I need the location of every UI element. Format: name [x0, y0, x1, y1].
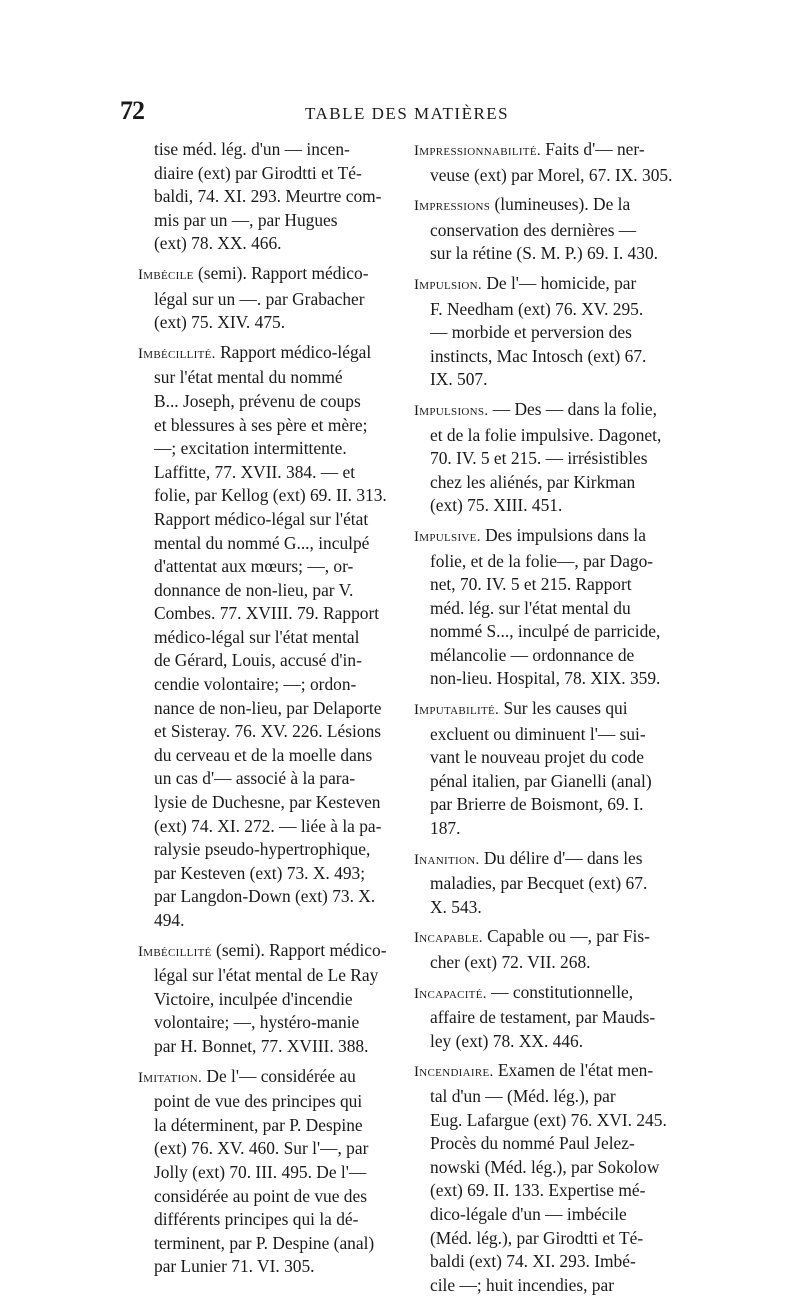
entry-text: (ext) 78. XX. 466.: [154, 233, 282, 254]
entry-line: [414, 981, 676, 1007]
entry-text: vant le nouveau projet du code: [430, 747, 644, 768]
entry-text: légal sur un —. par Grabacher: [154, 288, 365, 309]
entry-line: [414, 550, 676, 574]
entry-text: maladies, par Becquet (ext) 67.: [430, 873, 648, 894]
entry-line: [138, 366, 390, 390]
entry-text: tal d'un — (Méd. lég.), par: [430, 1085, 616, 1106]
entry-text: ralysie pseudo-hypertrophique,: [154, 839, 371, 860]
entry-text: un cas d'— associé à la para-: [154, 768, 356, 789]
entry-line: [138, 341, 390, 367]
entry-line: [414, 951, 676, 975]
entry-headword: Incapacité.: [414, 985, 487, 1002]
entry-text: F. Needham (ext) 76. XV. 295.: [430, 298, 644, 319]
entry-line: [414, 398, 676, 424]
entry-text: cile —; huit incendies, par: [430, 1274, 614, 1295]
entry-line: [138, 311, 390, 335]
entry-text: veuse (ext) par Morel, 67. IX. 305.: [430, 164, 673, 185]
entry-line: [414, 817, 676, 841]
entry-line: [414, 447, 676, 471]
entry-text: diaire (ext) par Girodtti et Té-: [154, 162, 362, 183]
entry-line: [414, 1132, 676, 1156]
entry-text: mélancolie — ordonnance de: [430, 644, 635, 665]
entry-headword: Incapable.: [414, 930, 483, 947]
entry-text: IX. 507.: [430, 369, 488, 390]
index-entry: [414, 138, 676, 187]
index-entry: [414, 524, 676, 691]
entry-text: Rapport médico-légal sur l'état: [154, 508, 369, 529]
entry-line: [138, 885, 390, 909]
entry-line: [138, 720, 390, 744]
entry-line: [414, 1085, 676, 1109]
entry-line: [138, 626, 390, 650]
entry-line: [138, 815, 390, 839]
entry-line: [138, 209, 390, 233]
entry-line: [414, 471, 676, 495]
entry-line: [138, 1255, 390, 1279]
entry-headword: Imputabilité.: [414, 702, 500, 719]
entry-headword: Imitation.: [138, 1069, 203, 1086]
entry-line: [138, 461, 390, 485]
entry-text: Procès du nommé Paul Jelez-: [430, 1133, 635, 1154]
entry-line: [138, 532, 390, 556]
entry-line: [414, 1109, 676, 1133]
entry-line: [414, 1250, 676, 1274]
entry-text: (ext) 69. II. 133. Expertise mé-: [430, 1180, 646, 1201]
entry-headword: Imbécile: [138, 266, 194, 283]
entry-text: nowski (Méd. lég.), par Sokolow: [430, 1156, 660, 1177]
entry-text: B... Joseph, prévenu de coups: [154, 390, 361, 411]
entry-text: non-lieu. Hospital, 78. XIX. 359.: [430, 668, 661, 689]
entry-line: [138, 437, 390, 461]
entry-line: [414, 896, 676, 920]
entry-line: [414, 193, 676, 219]
entry-line: [138, 232, 390, 256]
entry-text: (ext) 76. XV. 460. Sur l'—, par: [154, 1138, 369, 1159]
entry-text: Sur les causes qui: [499, 698, 628, 719]
entry-text: folie, et de la folie—, par Dago-: [430, 550, 654, 571]
index-entry: [414, 925, 676, 974]
entry-line: [414, 1030, 676, 1054]
entry-line: [414, 697, 676, 723]
entry-line: [414, 1006, 676, 1030]
entry-line: [414, 1274, 676, 1298]
index-entry: [138, 939, 390, 1059]
entry-line: [414, 573, 676, 597]
entry-line: [138, 1114, 390, 1138]
entry-text: Laffitte, 77. XVII. 384. — et: [154, 461, 356, 482]
entry-text: Du délire d'— dans les: [479, 847, 643, 868]
entry-text: et de la folie impulsive. Dagonet,: [430, 424, 662, 445]
entry-text: sur l'état mental du nommé: [154, 367, 343, 388]
entry-text: nommé S..., inculpé de parricide,: [430, 621, 661, 642]
entry-line: [138, 649, 390, 673]
entry-text: médico-légal sur l'état mental: [154, 626, 360, 647]
entry-line: [138, 791, 390, 815]
entry-line: [138, 508, 390, 532]
entry-text: — constitutionnelle,: [486, 981, 634, 1002]
index-entry: [414, 847, 676, 920]
entry-line: [138, 1065, 390, 1091]
index-entry: [414, 272, 676, 392]
index-entry: [414, 398, 676, 518]
entry-line: [138, 185, 390, 209]
entry-line: [414, 298, 676, 322]
entry-line: [138, 262, 390, 288]
running-head: TABLE DES MATIÈRES: [305, 104, 510, 123]
entry-line: [414, 1227, 676, 1251]
entry-line: [138, 484, 390, 508]
entry-headword: Impulsions.: [414, 402, 489, 419]
entry-text: excluent ou diminuent l'— sui-: [430, 723, 646, 744]
entry-line: [138, 767, 390, 791]
entry-text: Eug. Lafargue (ext) 76. XVI. 245.: [430, 1109, 667, 1130]
entry-line: [138, 1185, 390, 1209]
entry-text: légal sur l'état mental de Le Ray: [154, 965, 379, 986]
entry-text: ley (ext) 78. XX. 446.: [430, 1030, 584, 1051]
entry-text: conservation des dernières —: [430, 219, 637, 240]
entry-text: folie, par Kellog (ext) 69. II. 313.: [154, 485, 387, 506]
entry-headword: Inanition.: [414, 851, 480, 868]
entry-text: par Lunier 71. VI. 305.: [154, 1256, 315, 1277]
entry-text: Combes. 77. XVIII. 79. Rapport: [154, 603, 380, 624]
entry-text: différents principes qui la dé-: [154, 1209, 359, 1230]
entry-line: [138, 1137, 390, 1161]
entry-text: instincts, Mac Intosch (ext) 67.: [430, 345, 647, 366]
page-number: 72: [120, 96, 144, 125]
entry-line: [138, 697, 390, 721]
entry-line: [414, 219, 676, 243]
entry-text: baldi (ext) 74. XI. 293. Imbé-: [430, 1251, 636, 1272]
entry-text: donnance de non-lieu, par V.: [154, 579, 354, 600]
entry-line: [414, 272, 676, 298]
entry-text: chez les aliénés, par Kirkman: [430, 471, 636, 492]
entry-text: (ext) 75. XIV. 475.: [154, 312, 286, 333]
entry-text: X. 543.: [430, 896, 482, 917]
entry-text: net, 70. IV. 5 et 215. Rapport: [430, 574, 632, 595]
entry-text: considérée au point de vue des: [154, 1185, 367, 1206]
entry-line: [138, 390, 390, 414]
entry-text: — morbide et perversion des: [430, 322, 632, 343]
entry-line: [138, 138, 390, 162]
entry-line: [414, 138, 676, 164]
index-entry: [138, 1065, 390, 1279]
entry-text: sur la rétine (S. M. P.) 69. I. 430.: [430, 243, 658, 264]
entry-line: [414, 345, 676, 369]
entry-text: Rapport médico-légal: [215, 341, 372, 362]
entry-text: et blessures à ses père et mère;: [154, 414, 368, 435]
entry-line: [138, 1232, 390, 1256]
entry-line: [138, 1161, 390, 1185]
entry-line: [414, 620, 676, 644]
entry-text: cher (ext) 72. VII. 268.: [430, 952, 591, 972]
entry-text: Faits d'— ner-: [540, 139, 645, 159]
right-column: [414, 138, 676, 1303]
entry-line: [414, 524, 676, 550]
entry-line: [414, 1156, 676, 1180]
entry-line: [414, 242, 676, 266]
index-entry: [414, 981, 676, 1054]
entry-line: [138, 988, 390, 1012]
entry-text: (ext) 74. XI. 272. — liée à la pa-: [154, 815, 382, 836]
entry-line: [414, 164, 676, 188]
entry-text: Capable ou —, par Fis-: [482, 926, 650, 947]
entry-text: (semi). Rapport médico-: [193, 262, 369, 283]
entry-text: 187.: [430, 818, 461, 839]
entry-headword: Imbécillité.: [138, 345, 216, 362]
entry-line: [138, 1208, 390, 1232]
index-entry: [414, 193, 676, 266]
entry-line: [414, 872, 676, 896]
entry-headword: Impulsive.: [414, 528, 481, 545]
entry-line: [138, 1011, 390, 1035]
entry-text: De l'— considérée au: [202, 1065, 356, 1086]
entry-text: 494.: [154, 910, 185, 930]
entry-text: nance de non-lieu, par Delaporte: [154, 697, 382, 718]
entry-line: [414, 746, 676, 770]
entry-line: [414, 667, 676, 691]
entry-text: 70. IV. 5 et 215. — irrésistibles: [430, 448, 648, 469]
entry-line: [414, 368, 676, 392]
entry-line: [138, 579, 390, 603]
entry-text: volontaire; —, hystéro-manie: [154, 1012, 360, 1033]
entry-text: cendie volontaire; —; ordon-: [154, 674, 357, 695]
entry-line: [414, 1179, 676, 1203]
entry-line: [414, 723, 676, 747]
entry-text: tise méd. lég. d'un — incen-: [154, 139, 350, 159]
entry-text: (lumineuses). De la: [490, 194, 631, 215]
entry-text: Jolly (ext) 70. III. 495. De l'—: [154, 1161, 367, 1182]
entry-headword: Impulsion.: [414, 276, 482, 293]
entry-line: [138, 964, 390, 988]
index-entry: [138, 262, 390, 335]
entry-text: lysie de Duchesne, par Kesteven: [154, 792, 381, 813]
entry-text: (ext) 75. XIII. 451.: [430, 495, 563, 516]
entry-text: par H. Bonnet, 77. XVIII. 388.: [154, 1035, 369, 1056]
entry-line: [138, 744, 390, 768]
entry-line: [138, 673, 390, 697]
entry-text: pénal italien, par Gianelli (anal): [430, 770, 652, 791]
entry-line: [138, 288, 390, 312]
entry-text: et Sisteray. 76. XV. 226. Lésions: [154, 721, 382, 742]
entry-text: (semi). Rapport médico-: [211, 939, 387, 960]
entry-text: Des impulsions dans la: [480, 524, 646, 545]
entry-headword: Impressions: [414, 198, 491, 215]
index-entry: [414, 697, 676, 841]
entry-text: point de vue des principes qui: [154, 1091, 363, 1112]
entry-text: par Kesteven (ext) 73. X. 493;: [154, 862, 366, 883]
entry-line: [138, 414, 390, 438]
entry-headword: Impressionnabilité.: [414, 143, 541, 159]
entry-text: la déterminent, par P. Despine: [154, 1114, 363, 1135]
entry-line: [414, 793, 676, 817]
entry-text: méd. lég. sur l'état mental du: [430, 597, 631, 618]
entry-text: par Brierre de Boismont, 69. I.: [430, 794, 644, 815]
entry-line: [138, 939, 390, 965]
entry-text: de Gérard, Louis, accusé d'in-: [154, 650, 362, 671]
entry-text: (Méd. lég.), par Girodtti et Té-: [430, 1227, 644, 1248]
entry-line: [414, 597, 676, 621]
entry-line: [138, 838, 390, 862]
entry-line: [414, 770, 676, 794]
entry-line: [414, 925, 676, 951]
entry-text: mis par un —, par Hugues: [154, 209, 338, 230]
entry-text: —; excitation intermittente.: [154, 438, 347, 459]
entry-line: [138, 602, 390, 626]
entry-line: [414, 424, 676, 448]
entry-text: mental du nommé G..., inculpé: [154, 532, 370, 553]
entry-text: du cerveau et de la moelle dans: [154, 744, 373, 765]
entry-text: De l'— homicide, par: [481, 272, 637, 293]
left-column: [138, 138, 390, 1285]
entry-text: d'attentat aux mœurs; —, or-: [154, 556, 354, 577]
entry-text: par Langdon-Down (ext) 73. X.: [154, 886, 376, 907]
index-entry: [414, 1059, 676, 1297]
entry-line: [138, 1090, 390, 1114]
index-entry: [138, 138, 390, 256]
entry-text: affaire de testament, par Mauds-: [430, 1007, 656, 1028]
entry-line: [414, 847, 676, 873]
entry-text: — Des — dans la folie,: [488, 398, 657, 419]
entry-line: [414, 494, 676, 518]
entry-text: Victoire, inculpée d'incendie: [154, 988, 353, 1009]
entry-line: [414, 644, 676, 668]
entry-line: [138, 909, 390, 933]
entry-text: terminent, par P. Despine (anal): [154, 1232, 375, 1253]
entry-text: Examen de l'état men-: [493, 1060, 654, 1081]
entry-headword: Incendiaire.: [414, 1064, 494, 1081]
entry-headword: Imbécillité: [138, 943, 212, 960]
entry-line: [138, 1035, 390, 1059]
entry-line: [138, 162, 390, 186]
entry-line: [414, 1059, 676, 1085]
entry-line: [414, 1203, 676, 1227]
entry-line: [138, 555, 390, 579]
entry-text: baldi, 74. XI. 293. Meurtre com-: [154, 186, 382, 207]
entry-line: [414, 321, 676, 345]
index-entry: [138, 341, 390, 933]
entry-line: [138, 862, 390, 886]
entry-text: dico-légale d'un — imbécile: [430, 1203, 627, 1224]
